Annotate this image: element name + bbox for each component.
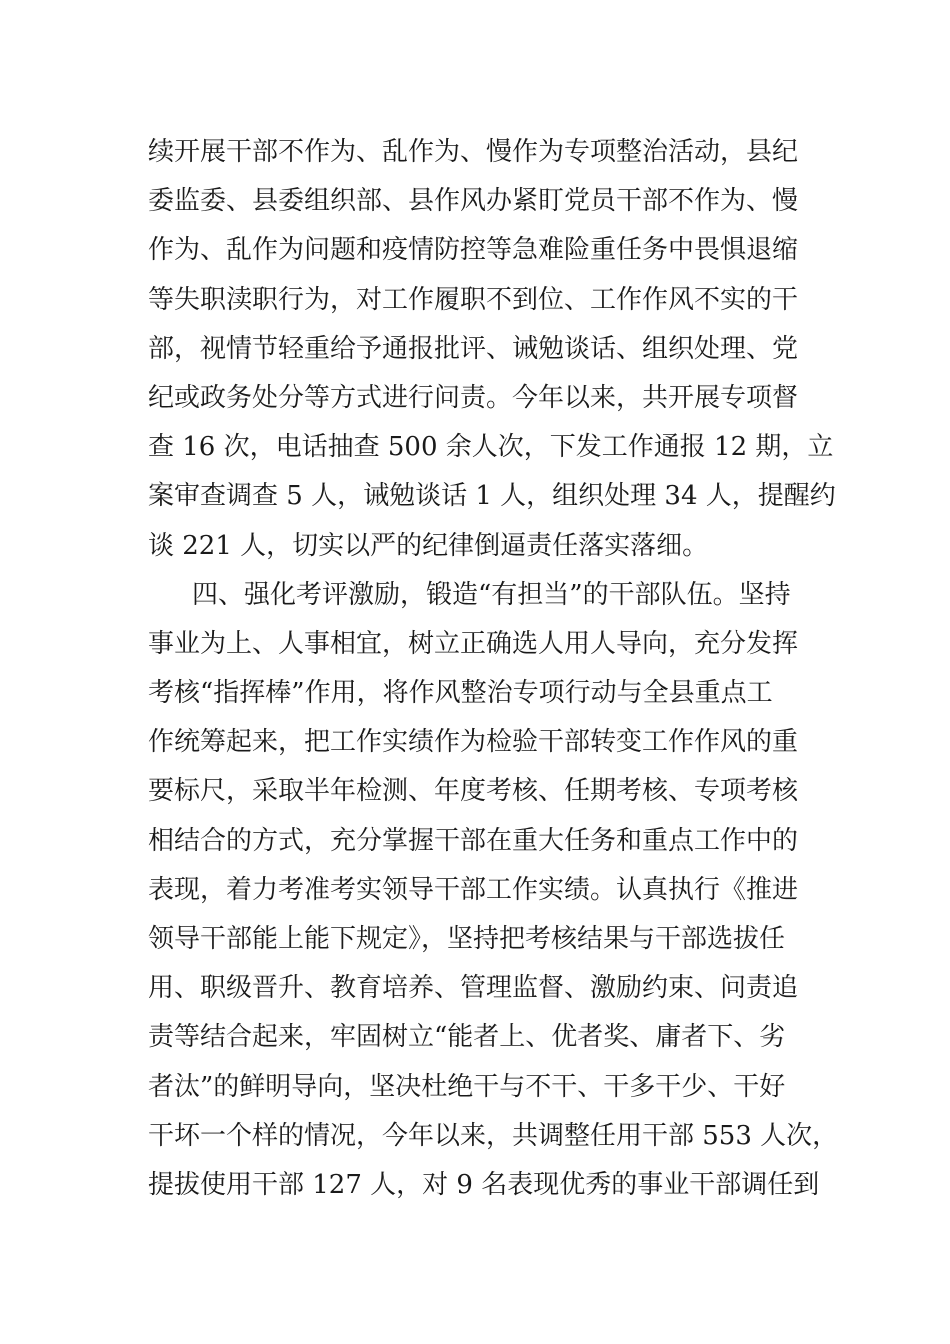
text-line: 领导干部能上能下规定》，坚持把考核结果与干部选拔任	[148, 924, 786, 954]
text-line: 委监委、县委组织部、县作风办紧盯党员干部不作为、慢	[148, 186, 799, 217]
text-line: 作统筹起来，把工作实绩作为检验干部转变工作作风的重	[148, 727, 799, 758]
text-line: 用、职级晋升、教育培养、管理监督、激励约束、问责追	[148, 973, 799, 1004]
text-line: 事业为上、人事相宜，树立正确选人用人导向，充分发挥	[148, 628, 799, 659]
text-line: 要标尺，采取半年检测、年度考核、任期考核、专项考核	[148, 776, 799, 807]
text-line: 纪或政务处分等方式进行问责。今年以来，共开展专项督	[148, 382, 799, 413]
text-line: 查 16 次，电话抽查 500 余人次，下发工作通报 12 期，立	[148, 432, 834, 463]
text-line: 者汰”的鲜明导向，坚决杜绝干与不干、干多干少、干好	[148, 1071, 786, 1102]
text-line: 提拔使用干部 127 人，对 9 名表现优秀的事业干部调任到	[148, 1169, 820, 1200]
text-line: 等失职渎职行为，对工作履职不到位、工作作风不实的干	[148, 284, 799, 315]
text-line: 相结合的方式，充分掌握干部在重大任务和重点工作中的	[148, 825, 799, 856]
text-line: 干坏一个样的情况，今年以来，共调整任用干部 553 人次，	[148, 1120, 839, 1151]
text-line: 责等结合起来，牢固树立“能者上、优者奖、庸者下、劣	[148, 1022, 786, 1053]
text-line: 作为、乱作为问题和疫情防控等急难险重任务中畏惧退缩	[148, 235, 799, 266]
text-line: 表现，着力考准考实领导干部工作实绩。认真执行《推进	[148, 874, 799, 905]
text-line: 续开展干部不作为、乱作为、慢作为专项整治活动，县纪	[148, 137, 799, 167]
section-heading-line: 四、强化考评激励，锻造“有担当”的干部队伍。坚持	[192, 579, 791, 610]
text-line: 谈 221 人，切实以严的纪律倒逼责任落实落细。	[148, 530, 709, 561]
text-line: 案审查调查 5 人，诫勉谈话 1 人，组织处理 34 人，提醒约	[148, 481, 836, 512]
text-line: 部，视情节轻重给予通报批评、诫勉谈话、组织处理、党	[148, 333, 799, 364]
body-text	[148, 128, 839, 1210]
text-line: 考核“指挥棒”作用，将作风整治专项行动与全县重点工	[148, 678, 773, 709]
